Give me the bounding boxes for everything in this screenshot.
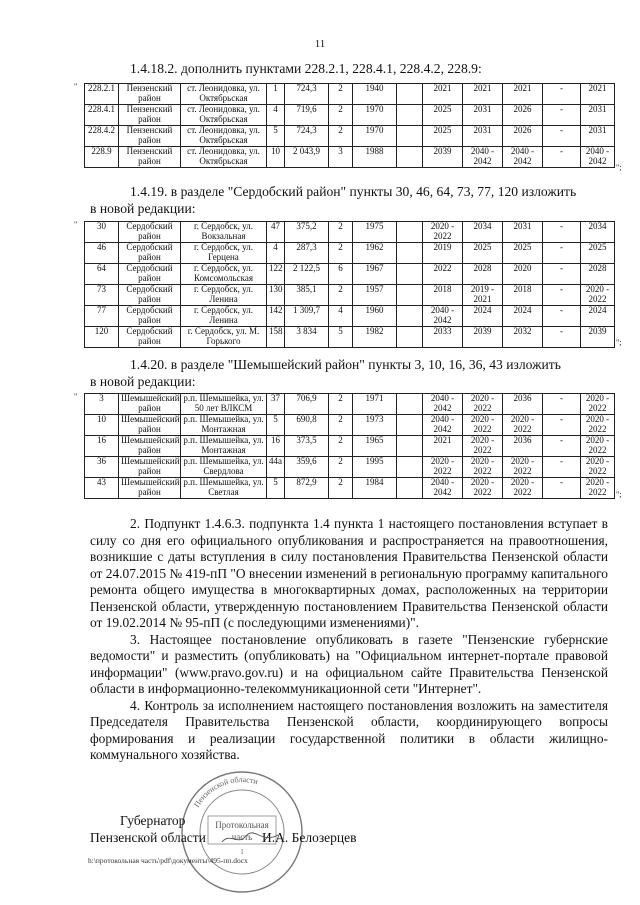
table-cell: г. Сердобск, ул. Вокзальная: [181, 222, 267, 243]
table-cell: [397, 306, 423, 327]
quote-open: ": [74, 392, 78, 401]
table-cell: 2020 - 2022: [581, 394, 615, 415]
table-cell: -: [543, 436, 581, 457]
table-cell: 5: [267, 126, 285, 147]
table-cell: 16: [85, 436, 119, 457]
table-cell: [397, 285, 423, 306]
quote-close: ";: [616, 338, 622, 347]
stamp-number: 1: [240, 848, 244, 856]
table-cell: 2021: [423, 436, 463, 457]
table-row: [85, 436, 615, 457]
table-cell: 2020 - 2022: [423, 222, 463, 243]
section-heading-1: [130, 60, 482, 77]
table-cell: 2022: [423, 264, 463, 285]
table-cell: -: [543, 306, 581, 327]
table-cell: -: [543, 222, 581, 243]
table-cell: 4: [329, 306, 353, 327]
table-cell: 47: [267, 222, 285, 243]
table-cell: 122: [267, 264, 285, 285]
table-cell: р.п. Шемышейка, ул. Свердлова: [181, 457, 267, 478]
table-cell: 2040 - 2042: [423, 415, 463, 436]
table-row: [85, 478, 615, 499]
section-heading-3: [90, 356, 620, 390]
table-cell: 2031: [503, 222, 543, 243]
table-cell: 30: [85, 222, 119, 243]
table-row: [85, 147, 615, 168]
table-cell: [397, 147, 423, 168]
table-cell: 1965: [353, 436, 397, 457]
table-cell: 2040 - 2042: [581, 147, 615, 168]
table-row: [85, 327, 615, 348]
table-cell: 1995: [353, 457, 397, 478]
table-cell: 1957: [353, 285, 397, 306]
table-cell: 2: [329, 415, 353, 436]
table-cell: Шемышейский район: [119, 457, 181, 478]
table-cell: 2020 - 2022: [503, 478, 543, 499]
table-cell: 287,3: [285, 243, 329, 264]
table-cell: 1975: [353, 222, 397, 243]
table-cell: 2034: [463, 222, 503, 243]
table-cell: 120: [85, 327, 119, 348]
table-cell: 2033: [423, 327, 463, 348]
table-cell: 3 834: [285, 327, 329, 348]
table-cell: [397, 415, 423, 436]
quote-open: ": [74, 220, 78, 229]
table-cell: 2020 - 2022: [581, 457, 615, 478]
table-cell: 2040 - 2042: [423, 306, 463, 327]
table-cell: 719,6: [285, 105, 329, 126]
table-cell: 1984: [353, 478, 397, 499]
section-heading-line: в новой редакции:: [90, 374, 196, 389]
table-cell: р.п. Шемышейка, ул. Монтажная: [181, 415, 267, 436]
table-cell: 2039: [423, 147, 463, 168]
table-cell: 10: [267, 147, 285, 168]
table-cell: 36: [85, 457, 119, 478]
table-cell: р.п. Шемышейка, ул. Монтажная: [181, 436, 267, 457]
table-cell: [397, 478, 423, 499]
table-cell: 2020 - 2022: [581, 285, 615, 306]
table-row: [85, 126, 615, 147]
table-cell: 872,9: [285, 478, 329, 499]
section-heading-line: 1.4.18.2. дополнить пунктами 228.2.1, 228.4.1, 228.4.2, 228.9:: [130, 61, 482, 76]
table-cell: [397, 394, 423, 415]
amendment-table-2: [84, 221, 615, 348]
table-cell: 2020 - 2022: [463, 394, 503, 415]
table-cell: Сердобский район: [119, 327, 181, 348]
table-cell: 2: [329, 243, 353, 264]
table-cell: 228.4.2: [85, 126, 119, 147]
table-cell: 64: [85, 264, 119, 285]
section-heading-line: 1.4.20. в разделе "Шемышейский район" пункты 3, 10, 16, 36, 43 изложить: [130, 357, 561, 372]
table-cell: 2: [329, 105, 353, 126]
quote-close: ";: [616, 490, 622, 499]
table-cell: [397, 105, 423, 126]
table-cell: 2018: [503, 285, 543, 306]
table-cell: 228.4.1: [85, 105, 119, 126]
table-cell: 46: [85, 243, 119, 264]
table-cell: 1962: [353, 243, 397, 264]
table-cell: 2020 - 2022: [503, 457, 543, 478]
stamp-inner-line1: Протокольная: [215, 820, 269, 830]
table-row: [85, 306, 615, 327]
table-cell: 2025: [463, 243, 503, 264]
table-cell: 2: [329, 457, 353, 478]
table-cell: [397, 222, 423, 243]
table-cell: Сердобский район: [119, 306, 181, 327]
table-cell: 1960: [353, 306, 397, 327]
table-cell: 1 309,7: [285, 306, 329, 327]
table-cell: г. Сердобск, ул. Комсомольская: [181, 264, 267, 285]
table-cell: 6: [329, 264, 353, 285]
stamp-ring-text: Пензенской области: [192, 774, 259, 809]
table-cell: [397, 327, 423, 348]
table-cell: 724,3: [285, 126, 329, 147]
table-cell: -: [543, 84, 581, 105]
table-cell: -: [543, 285, 581, 306]
table-cell: г. Сердобск, ул. Ленина: [181, 285, 267, 306]
table-cell: 2031: [463, 105, 503, 126]
section-heading-line: 1.4.19. в разделе "Сердобский район" пункты 30, 46, 64, 73, 77, 120 изложить: [130, 184, 577, 199]
table-cell: 2020 - 2022: [463, 436, 503, 457]
table-cell: 37: [267, 394, 285, 415]
table-cell: 1: [267, 84, 285, 105]
table-cell: -: [543, 394, 581, 415]
table-cell: 2020 - 2022: [423, 457, 463, 478]
table-cell: ст. Леонидовка, ул. Октябрьская: [181, 105, 267, 126]
table-cell: г. Сердобск, ул. М. Горького: [181, 327, 267, 348]
table-cell: 1973: [353, 415, 397, 436]
table-cell: 16: [267, 436, 285, 457]
table-cell: 2025: [423, 105, 463, 126]
table-cell: 2 043,9: [285, 147, 329, 168]
table-row: [85, 264, 615, 285]
table-cell: 2020 - 2022: [463, 415, 503, 436]
table-cell: 1988: [353, 147, 397, 168]
table-cell: 2020 - 2022: [463, 478, 503, 499]
table-row: [85, 394, 615, 415]
table-cell: -: [543, 327, 581, 348]
table-cell: 3: [329, 147, 353, 168]
table-cell: Сердобский район: [119, 285, 181, 306]
table-cell: 2031: [581, 105, 615, 126]
table-cell: 690,8: [285, 415, 329, 436]
table-cell: 2034: [581, 222, 615, 243]
table-cell: Шемышейский район: [119, 415, 181, 436]
table-cell: 43: [85, 478, 119, 499]
table-cell: [397, 436, 423, 457]
table-cell: 142: [267, 306, 285, 327]
table-cell: Сердобский район: [119, 264, 181, 285]
table-cell: [397, 264, 423, 285]
table-cell: 2040 - 2042: [463, 147, 503, 168]
table-cell: г. Сердобск, ул. Герцена: [181, 243, 267, 264]
table-cell: 44а: [267, 457, 285, 478]
table-cell: ст. Леонидовка, ул. Октябрьская: [181, 147, 267, 168]
page-number: 11: [314, 38, 326, 50]
table-cell: 2026: [503, 126, 543, 147]
paragraph: 3. Настоящее постановление опубликовать в газете "Пензенские губернские ведомости" и разместить (опубликовать) на "Официальном интернет-портале правовой информации" (www.pravo.gov.ru) и на официальном сайте Правительства Пензенской области в информационно-телекоммуникационной сети "Интернет".: [90, 631, 608, 696]
table-cell: 2 122,5: [285, 264, 329, 285]
table-cell: 2018: [423, 285, 463, 306]
table-cell: г. Сердобск, ул. Ленина: [181, 306, 267, 327]
table-cell: 1940: [353, 84, 397, 105]
table-cell: Шемышейский район: [119, 478, 181, 499]
handwritten-signature: [220, 832, 280, 846]
table-cell: 1967: [353, 264, 397, 285]
table-cell: 2028: [581, 264, 615, 285]
table-cell: 4: [267, 243, 285, 264]
table-cell: 2019 - 2021: [463, 285, 503, 306]
table-cell: 2020 - 2022: [581, 436, 615, 457]
table-cell: 2020 - 2022: [581, 415, 615, 436]
table-cell: -: [543, 415, 581, 436]
table-cell: 2025: [503, 243, 543, 264]
table-cell: [397, 243, 423, 264]
table-cell: 2025: [581, 243, 615, 264]
table-cell: Сердобский район: [119, 243, 181, 264]
table-cell: 2024: [463, 306, 503, 327]
table-cell: [397, 126, 423, 147]
signatory-name: И.А. Белозерцев: [262, 830, 357, 845]
table-cell: ст. Леонидовка, ул. Октябрьская: [181, 126, 267, 147]
table-cell: 2: [329, 84, 353, 105]
table-cell: 2039: [581, 327, 615, 348]
table-cell: 2039: [463, 327, 503, 348]
table-cell: Пензенский район: [119, 105, 181, 126]
table-cell: 77: [85, 306, 119, 327]
table-cell: 2040 - 2042: [423, 394, 463, 415]
table-cell: Шемышейский район: [119, 394, 181, 415]
table-cell: 724,3: [285, 84, 329, 105]
table-row: [85, 222, 615, 243]
stamp-inner-line2: часть: [231, 832, 253, 842]
table-cell: -: [543, 147, 581, 168]
body-paragraphs: [90, 516, 608, 764]
table-cell: 1970: [353, 126, 397, 147]
table-cell: 10: [85, 415, 119, 436]
table-cell: 1971: [353, 394, 397, 415]
table-cell: 2: [329, 126, 353, 147]
file-path-footer: h:\протокольная часть\pdf\документы\495-пп.docx: [88, 856, 248, 865]
table-cell: 2: [329, 285, 353, 306]
table-cell: 5: [267, 415, 285, 436]
table-cell: 2: [329, 478, 353, 499]
table-cell: ст. Леонидовка, ул. Октябрьская: [181, 84, 267, 105]
table-cell: Шемышейский район: [119, 436, 181, 457]
table-cell: 228.9: [85, 147, 119, 168]
section-heading-2: [90, 183, 620, 217]
table-cell: 2040 - 2042: [503, 147, 543, 168]
table-cell: 2021: [503, 84, 543, 105]
table-cell: [397, 457, 423, 478]
table-row: [85, 243, 615, 264]
table-cell: 2: [329, 222, 353, 243]
table-cell: 2028: [463, 264, 503, 285]
table-cell: 4: [267, 105, 285, 126]
table-cell: 2020 - 2022: [463, 457, 503, 478]
amendment-table-3: [84, 393, 615, 499]
table-cell: 5: [329, 327, 353, 348]
table-cell: 2040 - 2042: [423, 478, 463, 499]
table-cell: Пензенский район: [119, 126, 181, 147]
table-cell: 1982: [353, 327, 397, 348]
table-cell: 5: [267, 478, 285, 499]
quote-open: ": [74, 82, 78, 91]
table-cell: 2020 - 2022: [503, 415, 543, 436]
signature-title-line1: Губернатор: [120, 813, 186, 828]
table-cell: 2026: [503, 105, 543, 126]
table-cell: р.п. Шемышейка, ул. Светлая: [181, 478, 267, 499]
table-cell: 3: [85, 394, 119, 415]
table-cell: Пензенский район: [119, 147, 181, 168]
table-cell: 2021: [423, 84, 463, 105]
table-row: [85, 457, 615, 478]
table-cell: 228.2.1: [85, 84, 119, 105]
table-cell: 2021: [581, 84, 615, 105]
amendment-table-1: [84, 83, 615, 168]
table-cell: 373,5: [285, 436, 329, 457]
table-cell: -: [543, 457, 581, 478]
section-heading-line: в новой редакции:: [90, 201, 196, 216]
table-cell: 359,6: [285, 457, 329, 478]
table-cell: р.п. Шемышейка, ул. 50 лет ВЛКСМ: [181, 394, 267, 415]
table-row: [85, 84, 615, 105]
table-cell: 1970: [353, 105, 397, 126]
table-cell: 2021: [463, 84, 503, 105]
table-cell: 2: [329, 394, 353, 415]
table-cell: -: [543, 126, 581, 147]
table-cell: 2036: [503, 436, 543, 457]
paragraph: 4. Контроль за исполнением настоящего постановления возложить на заместителя Председателя Правительства Пензенской области, координирующего вопросы формирования и реализации государственной политики в области жилищно-коммунального хозяйства.: [90, 697, 608, 762]
table-cell: -: [543, 105, 581, 126]
table-cell: -: [543, 243, 581, 264]
table-cell: 375,2: [285, 222, 329, 243]
table-cell: -: [543, 264, 581, 285]
quote-close: ";: [616, 163, 622, 172]
table-cell: Пензенский район: [119, 84, 181, 105]
svg-text:Пензенской области: [192, 775, 260, 809]
table-cell: 158: [267, 327, 285, 348]
table-cell: 2031: [463, 126, 503, 147]
table-cell: 130: [267, 285, 285, 306]
table-cell: 73: [85, 285, 119, 306]
table-cell: Сердобский район: [119, 222, 181, 243]
table-cell: 2032: [503, 327, 543, 348]
signature-title-line2: Пензенской области: [90, 830, 206, 845]
table-cell: 2020: [503, 264, 543, 285]
table-cell: -: [543, 478, 581, 499]
table-row: [85, 285, 615, 306]
table-cell: 2: [329, 436, 353, 457]
paragraph: 2. Подпункт 1.4.6.3. подпункта 1.4 пункта 1 настоящего постановления вступает в силу со дня его официального опубликования и распространяется на правоотношения, возникшие с даты вступления в силу постановления Правительства Пензенской области от 24.07.2015 № 419-пП "О внесении изменений в региональную программу капитального ремонта общего имущества в многоквартирных домах, расположенных на территории Пензенской области, утвержденную постановлением Правительства Пензенской области от 19.02.2014 № 95-пП (с последующими изменениями)".: [90, 516, 608, 630]
table-cell: [397, 84, 423, 105]
table-cell: 2019: [423, 243, 463, 264]
table-cell: 2020 - 2022: [581, 478, 615, 499]
table-cell: 2024: [581, 306, 615, 327]
table-cell: 2036: [503, 394, 543, 415]
table-row: [85, 105, 615, 126]
table-cell: 2024: [503, 306, 543, 327]
table-row: [85, 415, 615, 436]
table-cell: 385,1: [285, 285, 329, 306]
table-cell: 2025: [423, 126, 463, 147]
table-cell: 706,9: [285, 394, 329, 415]
table-cell: 2031: [581, 126, 615, 147]
